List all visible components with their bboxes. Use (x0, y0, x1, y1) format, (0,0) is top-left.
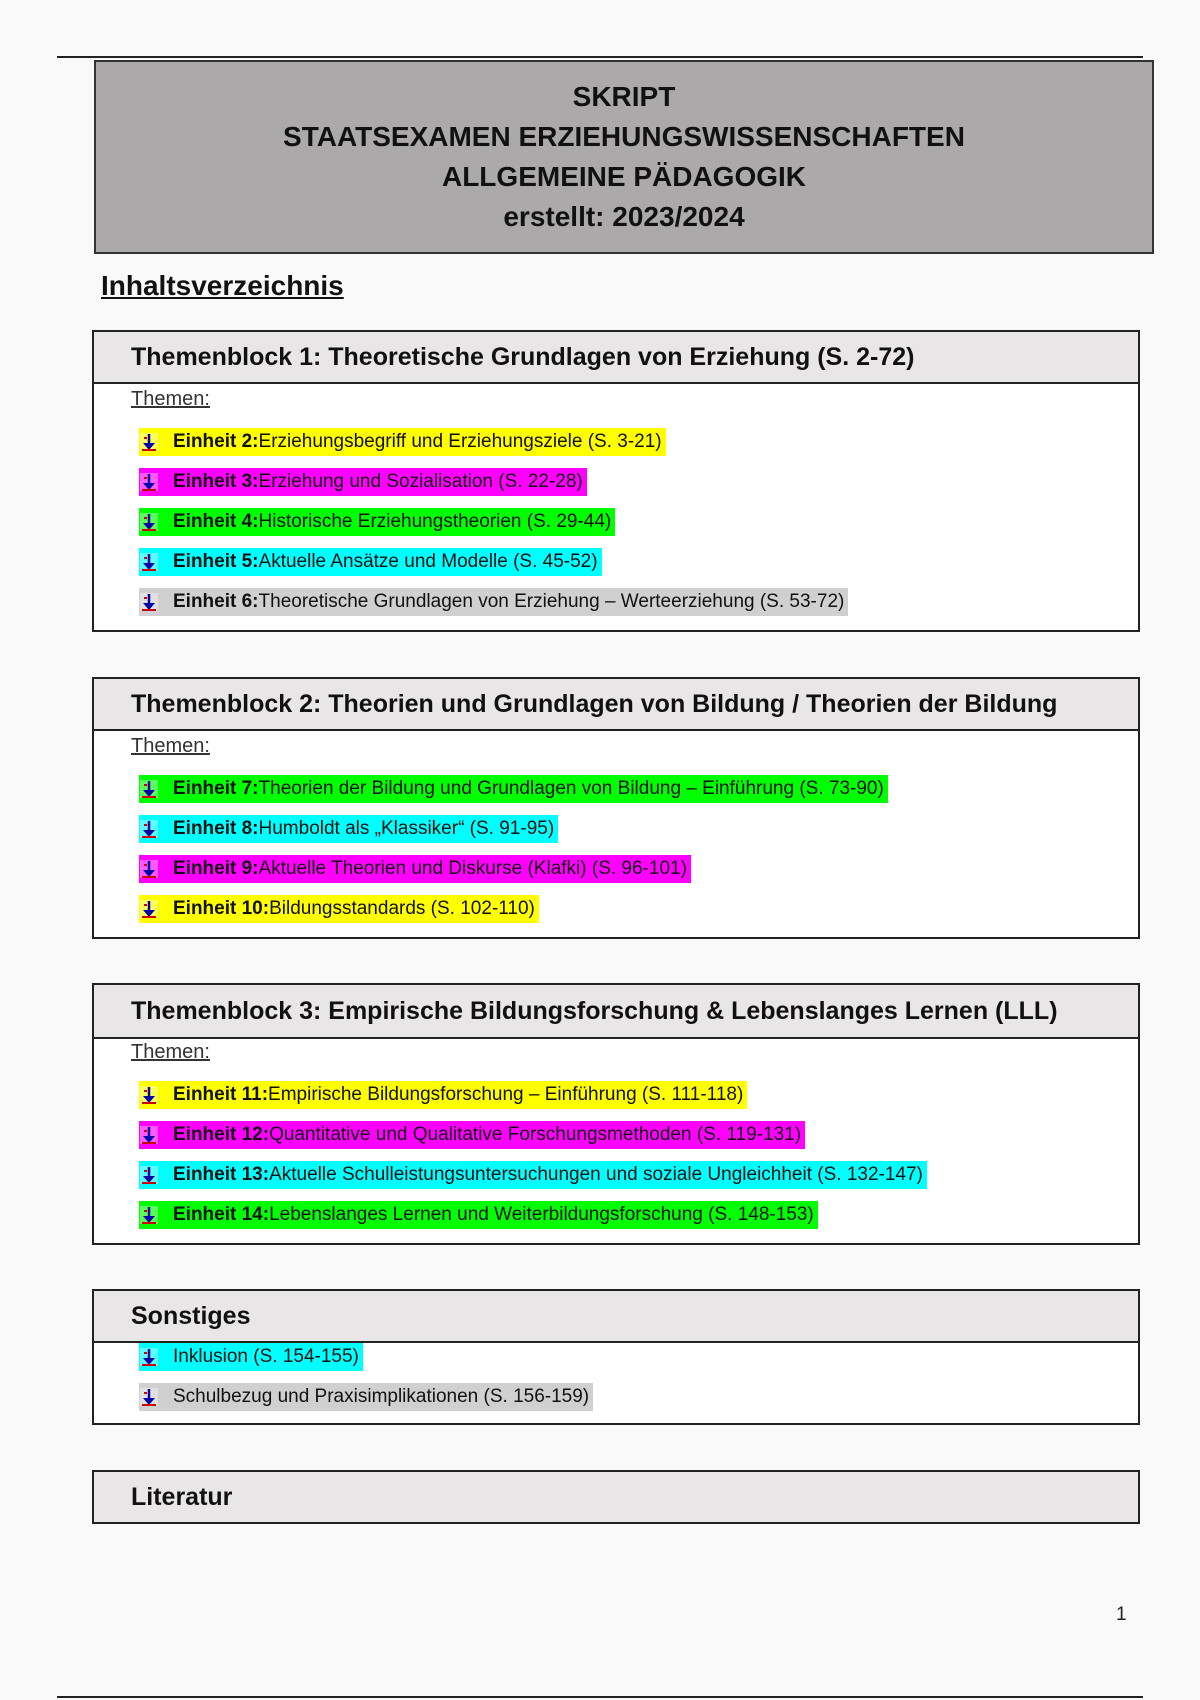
arrow-down-icon (139, 592, 159, 612)
literatur-block (92, 1470, 1140, 1524)
arrow-down-icon (139, 1205, 159, 1225)
arrow-down-icon (139, 472, 159, 492)
block-title: Themenblock 2: Theorien und Grundlagen von Bildung / Theorien der Bildung (94, 679, 1138, 731)
arrow-down-icon (139, 779, 159, 799)
item-text: Erziehungsbegriff und Erziehungsziele (S. 3-21) (258, 431, 662, 452)
unit-label: Einheit 5: (173, 551, 259, 572)
block-title: Literatur (94, 1472, 1138, 1522)
list-item[interactable] (139, 548, 602, 576)
title-line-3: ALLGEMEINE PÄDAGOGIK (441, 161, 806, 192)
sonstiges-block (92, 1289, 1140, 1425)
item-text: Humboldt als „Klassiker“ (S. 91-95) (258, 818, 555, 839)
list-item[interactable] (139, 1343, 363, 1371)
unit-label: Einheit 9: (173, 858, 259, 879)
item-text: Bildungsstandards (S. 102-110) (269, 898, 535, 919)
unit-label: Einheit 4: (173, 511, 259, 532)
item-text: Theorien der Bildung und Grundlagen von Bildung – Einführung (S. 73-90) (258, 778, 884, 799)
list-item[interactable] (139, 508, 615, 536)
arrow-down-icon (139, 1085, 159, 1105)
title-line-2: STAATSEXAMEN ERZIEHUNGSWISSENSCHAFTEN (283, 121, 965, 152)
arrow-down-icon (139, 1125, 159, 1145)
item-text: Erziehung und Sozialisation (S. 22-28) (258, 471, 583, 492)
unit-label: Einheit 6: (173, 591, 259, 612)
unit-label: Einheit 11: (173, 1084, 269, 1105)
item-text: Empirische Bildungsforschung – Einführung (S. 111-118) (268, 1084, 744, 1105)
unit-label: Einheit 10: (173, 898, 270, 919)
unit-label: Einheit 8: (173, 818, 259, 839)
list-item[interactable] (139, 775, 888, 803)
themen-label: Themen: (131, 1041, 210, 1063)
item-text: Quantitative und Qualitative Forschungsmethoden (S. 119-131) (269, 1124, 802, 1145)
list-item[interactable] (139, 1081, 747, 1109)
list-item[interactable] (139, 1161, 927, 1189)
list-item[interactable] (139, 815, 558, 843)
arrow-down-icon (139, 512, 159, 532)
arrow-down-icon (139, 819, 159, 839)
block-title: Themenblock 1: Theoretische Grundlagen von Erziehung (S. 2-72) (94, 332, 1138, 384)
list-item[interactable] (139, 588, 848, 616)
item-text: Theoretische Grundlagen von Erziehung – Werteerziehung (S. 53-72) (258, 591, 845, 612)
arrow-down-icon (139, 899, 159, 919)
themenblock-1 (92, 330, 1140, 632)
title-banner (94, 60, 1154, 254)
list-item[interactable] (139, 1383, 593, 1411)
item-text: Aktuelle Theorien und Diskurse (Klafki) (S. 96-101) (258, 858, 687, 879)
title-line-4: erstellt: 2023/2024 (503, 201, 745, 232)
item-text: Historische Erziehungstheorien (S. 29-44) (258, 511, 612, 532)
item-text: Inklusion (S. 154-155) (173, 1346, 359, 1367)
unit-label: Einheit 12: (173, 1124, 270, 1145)
list-item[interactable] (139, 1121, 805, 1149)
toc-heading: Inhaltsverzeichnis (101, 270, 344, 301)
top-rule (57, 56, 1143, 58)
unit-label: Einheit 3: (173, 471, 259, 492)
unit-label: Einheit 13: (173, 1164, 270, 1185)
arrow-down-icon (139, 1165, 159, 1185)
list-item[interactable] (139, 468, 587, 496)
list-item[interactable] (139, 855, 691, 883)
title-line-1: SKRIPT (572, 81, 676, 112)
item-text: Schulbezug und Praxisimplikationen (S. 156-159) (173, 1386, 590, 1407)
list-item[interactable] (139, 1201, 818, 1229)
block-title: Sonstiges (94, 1291, 1138, 1343)
arrow-down-icon (139, 1347, 159, 1367)
item-text: Aktuelle Schulleistungsuntersuchungen und soziale Ungleichheit (S. 132-147) (269, 1164, 923, 1185)
block-title: Themenblock 3: Empirische Bildungsforschung & Lebenslanges Lernen (LLL) (94, 985, 1138, 1039)
themen-label: Themen: (131, 388, 210, 410)
list-item[interactable] (139, 895, 539, 923)
themenblock-3 (92, 983, 1140, 1245)
unit-label: Einheit 14: (173, 1204, 270, 1225)
unit-label: Einheit 2: (173, 431, 259, 452)
arrow-down-icon (139, 859, 159, 879)
list-item[interactable] (139, 428, 666, 456)
bottom-rule (57, 1696, 1143, 1698)
unit-label: Einheit 7: (173, 778, 259, 799)
item-text: Lebenslanges Lernen und Weiterbildungsforschung (S. 148-153) (269, 1204, 814, 1225)
item-text: Aktuelle Ansätze und Modelle (S. 45-52) (258, 551, 598, 572)
page-number: 1 (1116, 1604, 1127, 1625)
arrow-down-icon (139, 432, 159, 452)
arrow-down-icon (139, 1387, 159, 1407)
arrow-down-icon (139, 552, 159, 572)
themenblock-2 (92, 677, 1140, 939)
themen-label: Themen: (131, 735, 210, 757)
